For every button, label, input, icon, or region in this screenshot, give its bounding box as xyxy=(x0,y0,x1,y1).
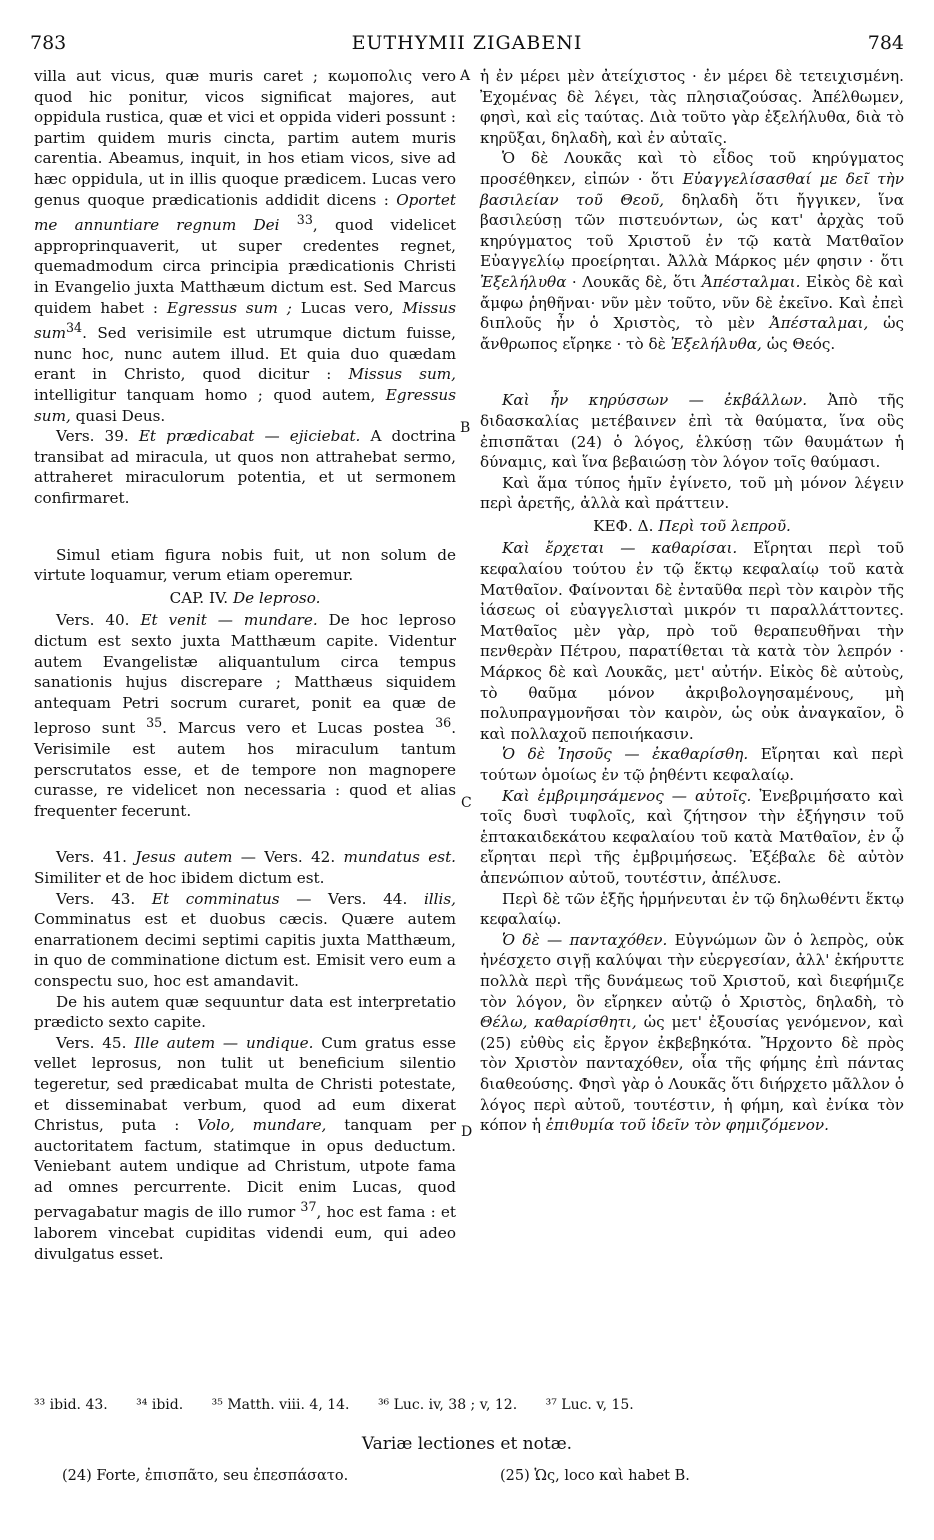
chapter-heading: ΚΕΦ. Δ. Περὶ τοῦ λεπροῦ. xyxy=(593,516,791,535)
variant-note: (25) Ὡς, loco καὶ habet B. xyxy=(500,1468,690,1484)
latin-paragraph: Simul etiam figura nobis fuit, ut non solum de virtute loquamur, verum etiam operemur. xyxy=(34,545,456,585)
greek-paragraph: Καὶ ἦν κηρύσσων — ἐκβάλλων. Ἀπὸ τῆς διδασκαλίας μετέβαινεν ἐπὶ τὰ θαύματα, ἵνα οὓς ἐπισπᾶται (24) ὁ λόγος, ἑλκύσῃ τῶν θαυμάτων ἡ δύναμις, καὶ ἵνα βεβαιώσῃ τὸν λόγον τοῖς θαύμασι. xyxy=(480,391,904,472)
latin-paragraph: Vers. 43. Et comminatus — Vers. 44. illis, Comminatus est et duobus cæcis. Quære autem enarrationem decimi septimi capitis juxta Matthæum, in quo de comminatione dictum est. Emisit vero eum a conspectu suo, hoc est amandavit. xyxy=(34,889,457,990)
greek-paragraph: Ὁ δὲ Ἰησοῦς — ἐκαθαρίσθη. Εἴρηται καὶ περὶ τούτων ὁμοίως ἐν τῷ ῥηθέντι κεφαλαίῳ. xyxy=(480,745,904,784)
running-title: EUTHYMII ZIGABENI xyxy=(351,32,583,54)
latin-paragraph: Vers. 39. Et prædicabat — ejiciebat. A doctrina transibat ad miracula, ut quos non attrahebat sermo, attraheret miraculorum potentia, et ut sermonem confirmaret. xyxy=(34,427,456,507)
greek-paragraph: ἡ ἐν μέρει μὲν ἀτείχιστος · ἐν μέρει δὲ τετειχισμένη. Ἐχομένας δὲ λέγει, τὰς πλησιαζούσας. Ἀπέλθωμεν, φησὶ, καὶ εἰς ταύτας. Διὰ τοῦτο γὰρ ἐξελήλυθα, διὰ τὸ κηρῦξαι, δηλαδὴ, καὶ ἐν αὐταῖς. xyxy=(480,67,904,147)
greek-paragraph: Καὶ ἔρχεται — καθαρίσαι. Εἴρηται περὶ τοῦ κεφαλαίου τούτου ἐν τῷ ἕκτῳ κεφαλαίῳ τοῦ κατὰ Ματθαῖον. Φαίνονται δὲ ἐνταῦθα περὶ τὸν καιρὸν τῆς ἰάσεως οἱ εὐαγγελισταὶ μικρόν τι παραλλάττοντες. Ματθαῖος μὲν γὰρ, πρὸ τοῦ θεραπευθῆναι τὴν πενθερὰν Πέτρου, παρατίθεται τὰ κατὰ τὸν λεπρόν · Μάρκος δὲ καὶ Λουκᾶς, μετ' αὐτήν. Εἰκὸς δὲ αὐτοὺς, τὸ θαῦμα μόνον ἀκριβολογησαμένους, μὴ πολυπραγμονῆσαι τὸν καιρὸν, ὡς οὐκ ἀναγκαῖον, ὃ καὶ πολλαχοῦ πεποιήκασιν. xyxy=(480,539,904,743)
margin-mark-a: A xyxy=(460,68,471,84)
greek-paragraph: Περὶ δὲ τῶν ἑξῆς ἡρμήνευται ἐν τῷ δηλωθέντι ἕκτῳ κεφαλαίῳ. xyxy=(480,889,904,929)
greek-paragraph: Καὶ ἅμα τύπος ἡμῖν ἐγίνετο, τοῦ μὴ μόνον λέγειν περὶ ἀρετῆς, ἀλλὰ καὶ πράττειν. xyxy=(480,473,904,513)
footnotes xyxy=(34,1396,904,1414)
page-number-right: 784 xyxy=(867,32,904,54)
margin-mark-c: C xyxy=(461,795,472,811)
footnote: ³⁵ Matth. viii. 4, 14. xyxy=(211,1397,350,1413)
greek-paragraph: Καὶ ἐμβριμησάμενος — αὐτοῖς. Ἐνεβριμήσατο καὶ τοῖς δυσὶ τυφλοῖς, καὶ ζήτησον τὴν ἐξήγησιν τοῦ ἑπτακαιδεκάτου κεφαλαίου τοῦ κατὰ Ματθαῖον, ἐν ᾧ εἴρηται περὶ τῆς ἐμβριμήσεως. Ἐξέβαλε δὲ αὐτὸν ἀπενώπιον αὐτοῦ, τουτέστιν, ἀπέλυσε. xyxy=(480,786,904,887)
footnote: ³³ ibid. 43. xyxy=(34,1397,108,1413)
page-number-left: 783 xyxy=(30,32,67,54)
margin-mark-d: D xyxy=(461,1124,473,1140)
greek-column xyxy=(480,66,904,1136)
greek-paragraph: Ὁ δὲ — πανταχόθεν. Εὐγνώμων ὢν ὁ λεπρὸς, οὐκ ἠνέσχετο σιγῇ καλύψαι τὴν εὐεργεσίαν, ἀλλ' ἐκήρυττε πολλὰ περὶ τῆς δυνάμεως τοῦ Χριστοῦ, καὶ διεφήμιζε τὸν λόγον, ὃν εἴρηκεν αὐτῷ ὁ Χριστὸς, δηλαδὴ, τὸ Θέλω, καθαρίσθητι, ὡς μετ' ἐξουσίας γενόμενον, καὶ (25) εὐθὺς εἰς ἔργον ἐκβεβηκότα. Ἤρχοντο δὲ πρὸς τὸν Χριστὸν πανταχόθεν, οἷα τῆς φήμης ἐπὶ πάντας διαθεούσης. Φησὶ γὰρ ὁ Λουκᾶς ὅτι διήρχετο μᾶλλον ὁ λόγος περὶ αὐτοῦ, τουτέστιν, ἡ φήμη, καὶ ἐνίκα τὸν κόπον ἡ ἐπιθυμία τοῦ ἰδεῖν τὸν φημιζόμενον. xyxy=(480,930,904,1135)
latin-paragraph: Vers. 45. Ille autem — undique. Cum gratus esse vellet leprosus, non tulit ut beneficium silentio tegeretur, sed prædicabat multa de Christi potestate, et disseminabat verbum, quod ad eum dixerat Christus, puta : Volo, mundare, tanquam per auctoritatem factum, statimque in opus deductum. Veniebant autem undique ad Christum, utpote fama ad omnes percurrente. Dicit enim Lucas, quod pervagabatur magis de illo rumor $^{37}$, hoc est fama : et laborem vincebat cupiditas videndi eum, qui adeo divulgatus esset. xyxy=(34,1033,456,1263)
latin-paragraph: Vers. 40. Et venit — mundare. De hoc leproso dictum est sexto juxta Matthæum capite. Videntur autem Evangelistæ aliquantulum circa tempus sanationis hujus discrepare ; Matthæus siquidem antequam Petri socrum curaret, ponit ea quæ de leproso sunt $^{35}$. Marcus vero et Lucas postea $^{36}$. Verisimile est autem hos miraculum tantum perscrutatos esse, et de tempore non magnopere curasse, re videlicet non necessaria : quod et alias frequenter fecerunt. xyxy=(34,611,457,820)
chapter-heading: CAP. IV. De leproso. xyxy=(169,588,321,607)
footnote: ³⁴ ibid. xyxy=(136,1397,184,1413)
latin-paragraph: villa aut vicus, quæ muris caret ; κωμοπολις vero quod hic ponitur, vicos significat majores, aut oppidula rustica, quæ et vici et oppida videri possunt : partim quidem muris cincta, partim autem muris carentia. Abeamus, inquit, in hos etiam vicos, sive ad hæc oppidula, ut in illis quoque prædicem. Lucas vero genus quoque prædicationis addidit dicens : Oportet me annuntiare regnum Dei $^{33}$, quod videlicet approprinquaverit, ut super credentes regnet, quemadmodum circa principia prædicationis Christi in Evangelio juxta Matthæum dictum est. Sed Marcus quidem habet : Egressus sum ; Lucas vero, Missus sum$^{34}$. Sed verisimile est utrumque dictum fuisse, nunc hoc, nunc autem illud. Et quia duo quædam erant in Christo, quod dicitur : Missus sum, intelligitur tanquam homo ; quod autem, Egressus sum, quasi Deus. xyxy=(34,67,457,425)
latin-paragraph: De his autem quæ sequuntur data est interpretatio prædicto sexto capite. xyxy=(34,992,456,1032)
greek-paragraph: Ὁ δὲ Λουκᾶς καὶ τὸ εἶδος τοῦ κηρύγματος προσέθηκεν, εἰπών · ὅτι Εὐαγγελίσασθαί με δεῖ τὴν βασιλείαν τοῦ Θεοῦ, δηλαδὴ ὅτι ἤγγικεν, ἵνα βασιλεύσῃ τῶν πιστευόντων, ὡς κατ' ἀρχὰς τοῦ κηρύγματος τοῦ Χριστοῦ ἐν τῷ κατὰ Ματθαῖον Εὐαγγελίῳ προείρηται. Ἀλλὰ Μάρκος μέν φησιν · ὅτι Ἐξελήλυθα · Λουκᾶς δὲ, ὅτι Ἀπέσταλμαι. Εἰκὸς δὲ καὶ ἄμφω ῥηθῆναι· νῦν μὲν τοῦτο, νῦν δὲ ἐκεῖνο. Καὶ ἐπεὶ διπλοῦς ἦν ὁ Χριστὸς, τὸ μὲν Ἀπέσταλμαι, ὡς ἄνθρωπος εἴρηκε · τὸ δὲ Ἐξελήλυθα, ὡς Θεός. xyxy=(480,149,905,353)
footnote: ³⁷ Luc. v, 15. xyxy=(545,1397,634,1413)
page-header xyxy=(30,32,904,60)
latin-column xyxy=(34,66,456,1264)
footnote: ³⁶ Luc. iv, 38 ; v, 12. xyxy=(377,1397,518,1413)
latin-paragraph: Vers. 41. Jesus autem — Vers. 42. mundatus est. Similiter et de hoc ibidem dictum est. xyxy=(34,848,456,887)
margin-mark-b: B xyxy=(460,420,471,436)
variant-note: (24) Forte, ἐπισπᾶτο, seu ἐπεσπάσατο. xyxy=(62,1468,349,1484)
variae-heading: Variæ lectiones et notæ. xyxy=(361,1434,573,1454)
